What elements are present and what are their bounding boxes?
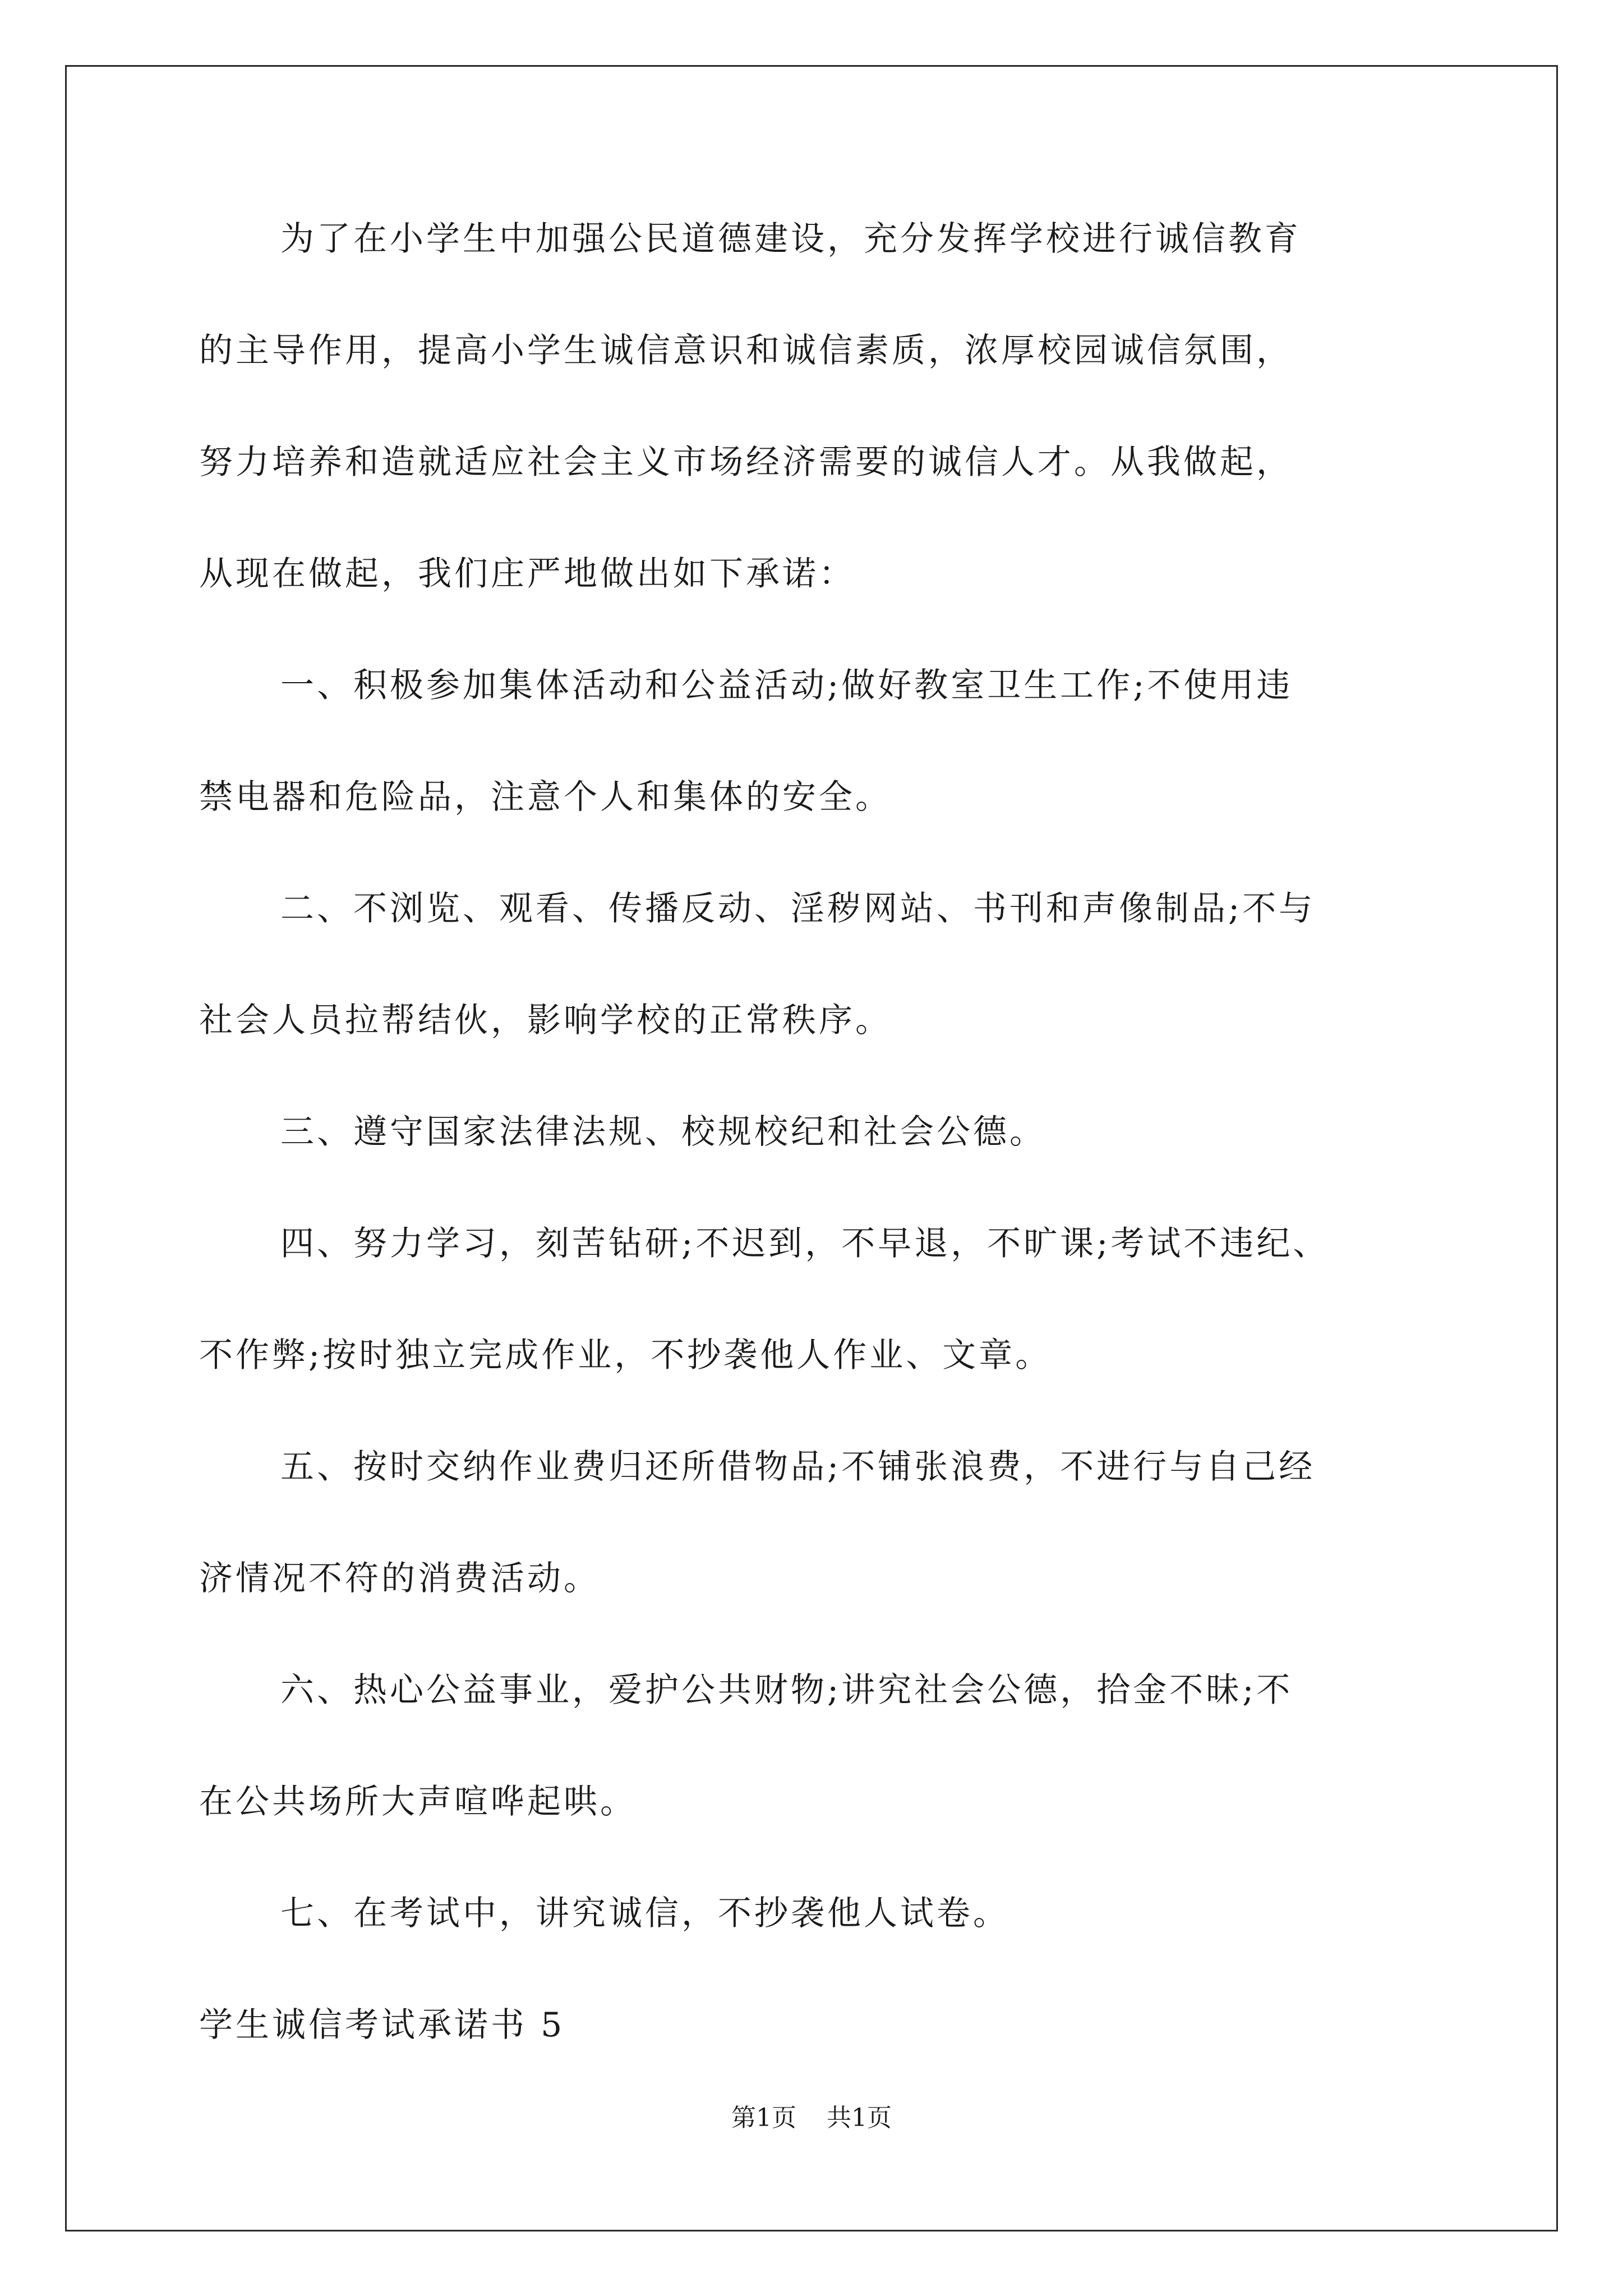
text-line: 一、积极参加集体活动和公益活动;做好教室卫生工作;不使用违 — [280, 666, 1293, 705]
pledge-item-7 — [199, 1893, 1422, 1934]
text-line: 努力培养和造就适应社会主义市场经济需要的诚信人才。从我做起， — [199, 443, 1293, 482]
text-line: 为了在小学生中加强公民道德建设，充分发挥学校进行诚信教育 — [280, 219, 1301, 259]
text-line: 社会人员拉帮结伙，影响学校的正常秩序。 — [199, 1001, 892, 1040]
text-line: 从现在做起，我们庄严地做出如下承诺： — [199, 554, 855, 593]
pledge-item-4 — [199, 1223, 1422, 1375]
text-line: 的主导作用，提高小学生诚信意识和诚信素质，浓厚校园诚信氛围， — [199, 331, 1293, 370]
text-line: 不作弊;按时独立完成作业，不抄袭他人作业、文章。 — [199, 1336, 1052, 1375]
page-footer — [0, 2104, 1623, 2133]
text-line: 三、遵守国家法律法规、校规校纪和社会公德。 — [280, 1112, 1046, 1152]
pledge-item-6 — [199, 1670, 1422, 1822]
document-body — [199, 219, 1422, 2045]
pledge-item-2 — [199, 889, 1422, 1041]
text-line: 二、不浏览、观看、传播反动、淫秽网站、书刊和声像制品;不与 — [280, 889, 1316, 928]
pledge-item-5 — [199, 1447, 1422, 1599]
text-line: 七、在考试中，讲究诚信，不抄袭他人试卷。 — [280, 1894, 1009, 1933]
text-line: 禁电器和危险品，注意个人和集体的安全。 — [199, 777, 892, 817]
text-line: 六、热心公益事业，爱护公共财物;讲究社会公德，拾金不昧;不 — [280, 1671, 1293, 1710]
paragraph-intro — [199, 219, 1422, 594]
page-number: 第1页 — [731, 2104, 796, 2132]
page-total: 共1页 — [827, 2104, 892, 2132]
text-line: 五、按时交纳作业费归还所借物品;不铺张浪费，不进行与自己经 — [280, 1447, 1316, 1487]
text-line: 在公共场所大声喧哗起哄。 — [199, 1782, 637, 1821]
text-line: 济情况不符的消费活动。 — [199, 1559, 600, 1598]
text-line: 四、努力学习，刻苦钻研;不迟到，不早退，不旷课;考试不违纪、 — [280, 1224, 1330, 1263]
pledge-item-3 — [199, 1112, 1422, 1152]
pledge-item-1 — [199, 665, 1422, 817]
section-heading: 学生诚信考试承诺书 5 — [199, 2005, 565, 2045]
